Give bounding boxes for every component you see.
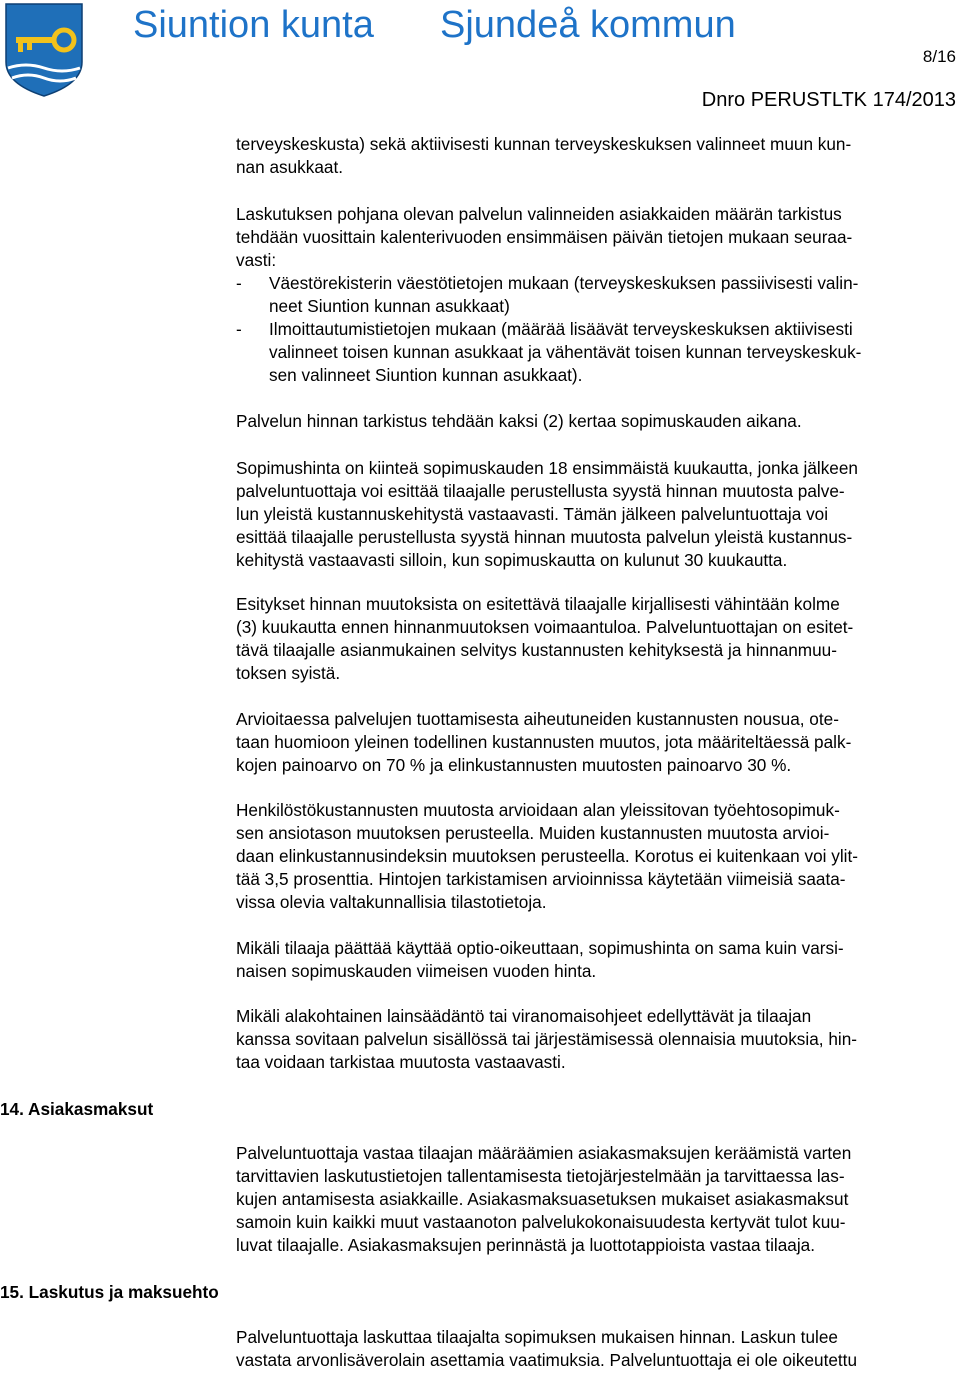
paragraph-continuation: [236, 133, 958, 179]
text-line: Palvelun hinnan tarkistus tehdään kaksi (2) kertaa sopimuskauden aikana.: [236, 411, 802, 431]
text-line: samoin kuin kaikki muut vastaanoton palvelukokonaisuudesta kertyvät tulot kuu-: [236, 1212, 846, 1232]
text-line: kujen antamisesta asiakkaille. Asiakasmaksuasetuksen mukaiset asiakasmaksut: [236, 1189, 849, 1209]
text-line: palveluntuottaja voi esittää tilaajalle perustellusta syystä hinnan muutosta palve-: [236, 481, 845, 501]
text-line: Väestörekisterin väestötietojen mukaan (terveyskeskuksen passiivisesti valin-: [269, 273, 859, 293]
list-item: [236, 272, 958, 318]
list-dash: -: [236, 319, 242, 339]
text-line: vasti:: [236, 250, 277, 270]
paragraph-hinta: [236, 410, 958, 433]
paragraph-asiakasmaksut: [236, 1142, 958, 1257]
header-title-swedish: Sjundeå kommun: [440, 4, 736, 46]
paragraph-laskutus-maksuehto: [236, 1326, 958, 1372]
text-line: Henkilöstökustannusten muutosta arvioidaan alan yleissitovan työehtosopimuk-: [236, 800, 840, 820]
page-number: 8/16: [922, 47, 956, 66]
text-line: tävä tilaajalle asianmukainen selvitys kustannusten kehityksestä ja hinnanmuu-: [236, 640, 837, 660]
text-line: taan huomioon yleinen todellinen kustannusten muutos, jota määriteltäessä palk-: [236, 732, 852, 752]
paragraph-laskutus: [236, 203, 958, 387]
paragraph-arvioitaessa: [236, 708, 958, 777]
text-line: Laskutuksen pohjana olevan palvelun valinneiden asiakkaiden määrän tarkistus: [236, 204, 842, 224]
text-line: kehitystä vastaavasti silloin, kun sopimuskautta on kulunut 30 kuukautta.: [236, 550, 788, 570]
paragraph-sopimushinta: [236, 457, 958, 572]
text-line: neet Siuntion kunnan asukkaat): [269, 296, 510, 316]
text-line: tehdään vuosittain kalenterivuoden ensimmäisen päivän tietojen mukaan seuraa-: [236, 227, 853, 247]
text-line: taa voidaan tarkistaa muutosta vastaavasti.: [236, 1052, 566, 1072]
section-heading-asiakasmaksut: 14. Asiakasmaksut: [0, 1099, 154, 1119]
text-line: Palveluntuottaja laskuttaa tilaajalta sopimuksen mukaisen hinnan. Laskun tulee: [236, 1327, 838, 1347]
text-line: Ilmoittautumistietojen mukaan (määrää lisäävät terveyskeskuksen aktiivisesti: [269, 319, 853, 339]
text-line: Sopimushinta on kiinteä sopimuskauden 18 ensimmäistä kuukautta, jonka jälkeen: [236, 458, 858, 478]
paragraph-alakohtainen: [236, 1005, 958, 1074]
list-item: [236, 318, 958, 387]
header-title-finnish: Siuntion kunta: [133, 4, 374, 46]
text-line: Mikäli alakohtainen lainsäädäntö tai viranomaisohjeet edellyttävät ja tilaajan: [236, 1006, 812, 1026]
text-line: naisen sopimuskauden viimeisen vuoden hinta.: [236, 961, 597, 981]
text-line: Arvioitaessa palvelujen tuottamisesta aiheutuneiden kustannusten nousua, ote-: [236, 709, 839, 729]
text-line: sen valinneet Siuntion kunnan asukkaat).: [269, 365, 583, 385]
text-line: kanssa sovitaan palvelun sisällössä tai järjestämisessä olennaisia muutoksia, hin-: [236, 1029, 857, 1049]
section-heading-laskutus-ja-maksuehto: 15. Laskutus ja maksuehto: [0, 1282, 219, 1302]
key-crest-icon: [4, 2, 84, 98]
text-line: kojen painoarvo on 70 % ja elinkustannusten muutosten painoarvo 30 %.: [236, 755, 792, 775]
text-line: terveyskeskusta) sekä aktiivisesti kunnan terveyskeskuksen valinneet muun kun-: [236, 134, 852, 154]
text-line: daan elinkustannusindeksin muutoksen perusteella. Korotus ei kuitenkaan voi ylit-: [236, 846, 858, 866]
text-line: nan asukkaat.: [236, 157, 344, 177]
text-line: lun yleistä kustannuskehitystä vastaavasti. Tämän jälkeen palveluntuottaja voi: [236, 504, 829, 524]
text-line: vissa olevia valtakunnallisia tilastotietoja.: [236, 892, 547, 912]
document-reference: Dnro PERUSTLTK 174/2013: [701, 89, 956, 111]
text-line: valinneet toisen kunnan asukkaat ja vähentävät toisen kunnan terveyskeskuk-: [269, 342, 862, 362]
paragraph-optio: [236, 937, 958, 983]
paragraph-henkilosto: [236, 799, 958, 914]
text-line: vastata arvonlisäverolain asettamia vaatimuksia. Palveluntuottaja ei ole oikeutettu: [236, 1350, 858, 1370]
text-line: sen ansiotason muutoksen perusteella. Muiden kustannusten muutosta arvioi-: [236, 823, 830, 843]
text-line: (3) kuukautta ennen hinnanmuutoksen voimaantuloa. Palveluntuottajan on esitet-: [236, 617, 854, 637]
text-line: tää 3,5 prosenttia. Hintojen tarkistamisen arvioinnissa käytetään viimeisiä saata-: [236, 869, 846, 889]
text-line: toksen syistä.: [236, 663, 341, 683]
text-line: Esitykset hinnan muutoksista on esitettävä tilaajalle kirjallisesti vähintään kolme: [236, 594, 840, 614]
text-line: Palveluntuottaja vastaa tilaajan määräämien asiakasmaksujen keräämistä varten: [236, 1143, 852, 1163]
list-dash: -: [236, 273, 242, 293]
text-line: Mikäli tilaaja päättää käyttää optio-oikeuttaan, sopimushinta on sama kuin varsi-: [236, 938, 844, 958]
paragraph-esitykset: [236, 593, 958, 685]
text-line: tarvittavien laskutustietojen tallentamisesta tietojärjestelmään ja tarvittaessa las-: [236, 1166, 845, 1186]
text-line: luvat tilaajalle. Asiakasmaksujen perinnästä ja luottotappioista vastaa tilaaja.: [236, 1235, 815, 1255]
text-line: esittää tilaajalle perustellusta syystä hinnan muutosta palvelun yleistä kustannus-: [236, 527, 853, 547]
